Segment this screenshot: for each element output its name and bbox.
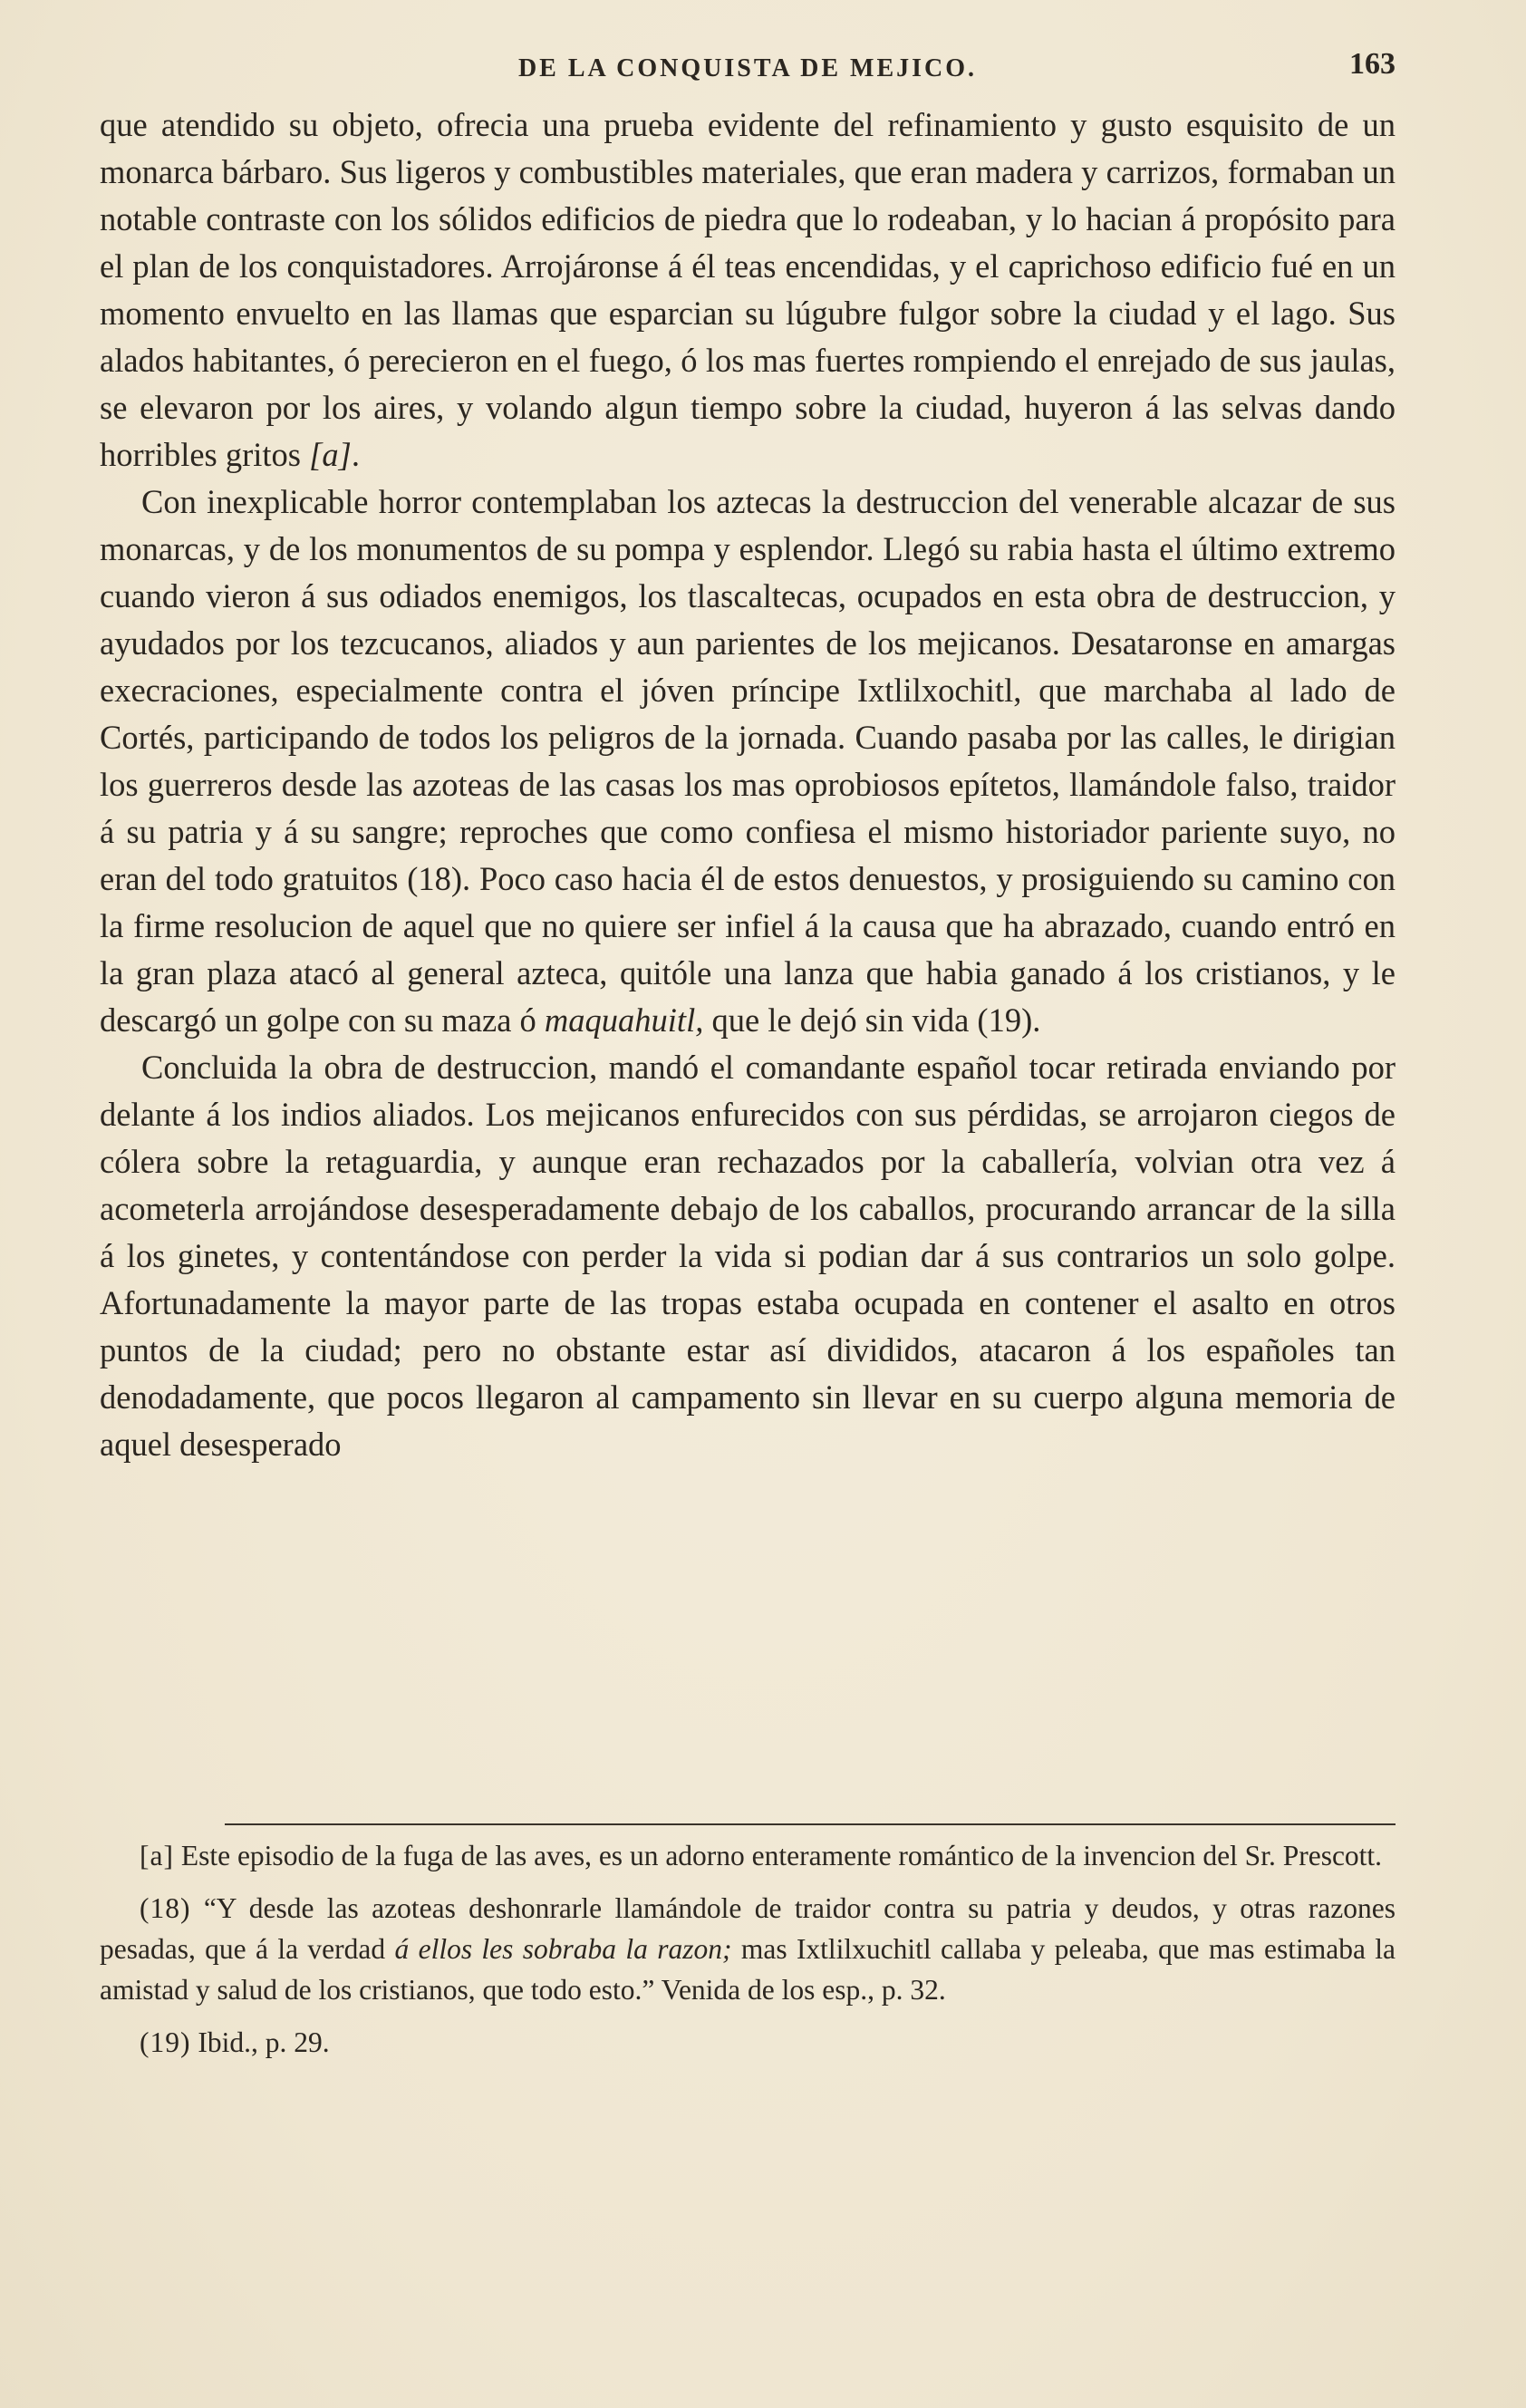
footnote-a-mark: [a] xyxy=(140,1840,174,1871)
footnote-19 xyxy=(100,2022,1396,2063)
paragraph-1 xyxy=(100,102,1396,479)
footnote-ref-a: [a] xyxy=(309,436,352,473)
footnote-18-text-before: “Y desde las azoteas deshonrarle llamándole de traidor contra su patria y deudos, y otras razones pesadas, que á la verdad xyxy=(100,1892,1396,1965)
footnote-18 xyxy=(100,1888,1396,2010)
paragraph-2-end: que le dejó sin vida (19). xyxy=(703,1001,1041,1039)
paragraph-2 xyxy=(100,479,1396,1044)
footnotes xyxy=(100,1835,1396,2074)
footnote-19-text: Ibid., p. 29. xyxy=(190,2026,330,2058)
footnote-18-text-after: mas Ixtlilxuchitl callaba y peleaba, que mas estimaba la amistad y salud de los cristianos, que todo esto.” Venida de los esp., p. 32. xyxy=(100,1933,1396,2006)
paragraph-1-end: . xyxy=(351,436,360,473)
footnote-19-mark: (19) xyxy=(140,2026,191,2058)
paragraph-2-italic: maquahuitl, xyxy=(544,1001,704,1039)
footnote-18-mark: (18) xyxy=(140,1892,191,1924)
paragraph-1-text: que atendido su objeto, ofrecia una prueba evidente del refinamiento y gusto esquisito de un monarca bárbaro. Sus ligeros y combustibles materiales, que eran madera y carrizos, formaban un notable contraste con los sólidos edificios de piedra que lo rodeaban, y lo hacian á propósito para el plan de los conquistadores. Arrojáronse á él teas encendidas, y el caprichoso edificio fué en un momento envuelto en las llamas que esparcian su lúgubre fulgor sobre la ciudad y el lago. Sus alados habitantes, ó perecieron en el fuego, ó los mas fuertes rompiendo el enrejado de sus jaulas, se elevaron por los aires, y volando algun tiempo sobre la ciudad, huyeron á las selvas dando horribles gritos xyxy=(100,106,1396,473)
page-header xyxy=(100,47,1396,92)
footnote-a-text: Este episodio de la fuga de las aves, es un adorno enteramente romántico de la invencion del Sr. Prescott. xyxy=(173,1840,1383,1871)
paragraph-3: Concluida la obra de destruccion, mandó el comandante español tocar retirada enviando por delante á los indios aliados. Los mejicanos enfurecidos con sus pérdidas, se arrojaron ciegos de cólera sobre la retaguardia, y aunque eran rechazados por la caballería, volvian otra vez á acometerla arrojándose desesperadamente debajo de los caballos, procurando arrancar de la silla á los ginetes, y contentándose con perder la vida si podian dar á sus contrarios un solo golpe. Afortunadamente la mayor parte de las tropas estaba ocupada en contener el asalto en otros puntos de la ciudad; pero no obstante estar así divididos, atacaron á los españoles tan denodadamente, que pocos llegaron al campamento sin llevar en su cuerpo alguna memoria de aquel desesperado xyxy=(100,1049,1396,1463)
page-number: 163 xyxy=(1349,47,1396,81)
body-text xyxy=(100,102,1396,1468)
paragraph-2-text: Con inexplicable horror contemplaban los aztecas la destruccion del venerable alcazar de sus monarcas, y de los monumentos de su pompa y esplendor. Llegó su rabia hasta el último extremo cuando vieron á sus odiados enemigos, los tlascaltecas, ocupados en esta obra de destruccion, y ayudados por los tezcucanos, aliados y aun parientes de los mejicanos. Desataronse en amargas execraciones, especialmente contra el jóven príncipe Ixtlilxochitl, que marchaba al lado de Cortés, participando de todos los peligros de la jornada. Cuando pasaba por las calles, le dirigian los guerreros desde las azoteas de las casas los mas oprobiosos epítetos, llamándole falso, traidor á su patria y á su sangre; reproches que como confiesa el mismo historiador pariente suyo, no eran del todo gratuitos (18). Poco caso hacia él de estos denuestos, y prosiguiendo su camino con la firme resolucion de aquel que no quiere ser infiel á la causa que ha abrazado, cuando entró en la gran plaza atacó al general azteca, quitóle una lanza que habia ganado á los cristianos, y le descargó un golpe con su maza ó xyxy=(100,483,1396,1039)
running-head: DE LA CONQUISTA DE MEJICO. xyxy=(517,54,978,82)
footnote-divider xyxy=(225,1823,1396,1825)
footnote-18-italic: á ellos les sobraba la razon; xyxy=(394,1933,732,1965)
footnote-a xyxy=(100,1835,1396,1876)
